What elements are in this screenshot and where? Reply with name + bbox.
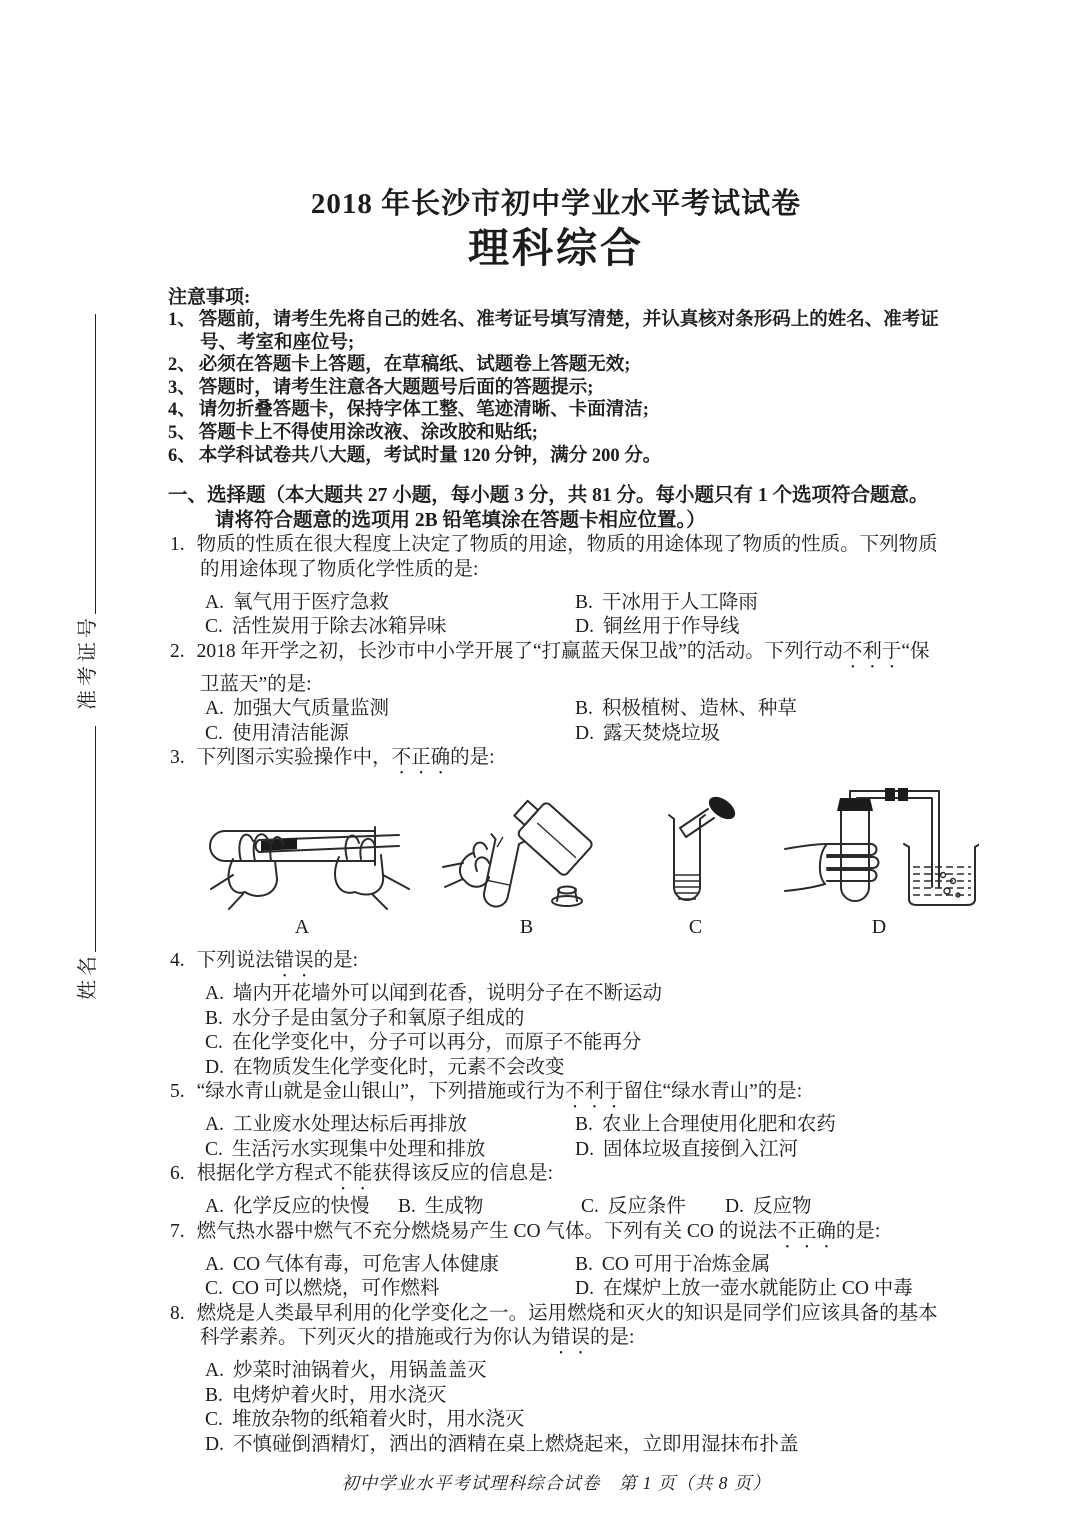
notice-item-text: 请勿折叠答题卡，保持字体工整、笔迹清晰、卡面清洁; (198, 400, 649, 421)
figure-a (187, 795, 417, 939)
question-4-stem (165, 949, 947, 982)
question-5-stem (165, 1080, 947, 1113)
inserting-solid-into-horizontal-test-tube-illustration (187, 795, 417, 913)
page-title: 2018 年长沙市初中学业水平考试试卷 (310, 188, 802, 220)
question-7-stem (165, 1220, 947, 1253)
question-7 (165, 1220, 947, 1302)
option-c: C. 反应条件 (581, 1196, 686, 1218)
option-d: D. 铜丝用于作导线 (575, 616, 740, 638)
option-d: D. 在煤炉上放一壶水就能防止 CO 中毒 (575, 1278, 913, 1300)
notice-item-text: 答题时，请考生注意各大题题号后面的答题提示; (198, 377, 594, 398)
stem-emphasis: 不利于 (842, 640, 902, 662)
figure-c-label: C (688, 916, 703, 939)
option-c: C. 堆放杂物的纸箱着火时，用水浇灭 (205, 1409, 525, 1431)
stem-text: 燃烧是人类最早利用的化学变化之一。运用燃烧和灭火的知识是同学们应该具备的基本科学素养。下列灭火的措施或行为你认为 (196, 1302, 938, 1349)
option-a: A. 炒菜时油锅着火，用锅盖盖灭 (205, 1360, 487, 1382)
option-b: B. 生成物 (398, 1196, 484, 1218)
notice-item-text: 答题卡上不得使用涂改液、涂改胶和贴纸; (198, 422, 538, 443)
notice-item-2 (165, 354, 947, 377)
question-number: 3. (170, 747, 185, 769)
question-1-options (165, 591, 947, 640)
question-6 (165, 1162, 947, 1220)
question-3-figures (165, 787, 947, 939)
stem-emphasis: 不正确 (391, 747, 451, 769)
stem-text: “绿水青山就是金山银山”，下列措施或行为 (196, 1081, 565, 1103)
question-1-stem (165, 533, 947, 591)
notice-item-number: 3、 (168, 377, 196, 398)
option-b: B. 积极植树、造林、种草 (575, 698, 797, 720)
question-8-stem (165, 1302, 947, 1360)
question-8 (165, 1302, 947, 1458)
question-5 (165, 1080, 947, 1162)
name-label: 姓名 (77, 952, 99, 1000)
section-heading-line1: 一、选择题（本大题共 27 小题，每小题 3 分，共 81 分。每小题只有 1 个选项符合题意。 (168, 485, 929, 507)
stem-text: 获得该反应的信息是: (372, 1163, 554, 1185)
stem-text: 物质的性质在很大程度上决定了物质的用途，物质的用途体现了物质的性质。下列物质的用途体现了物质化学性质的是: (196, 534, 938, 580)
figure-d (779, 787, 979, 939)
exam-number-label: 准考证号 (77, 614, 99, 710)
question-1 (165, 533, 947, 640)
name-field (74, 726, 100, 1000)
notice-block (165, 286, 947, 467)
question-7-options (165, 1253, 947, 1302)
option-b: B. 农业上合理使用化肥和农药 (575, 1114, 836, 1136)
option-a: A. 氧气用于医疗急救 (205, 591, 389, 613)
option-b: B. CO 可用于冶炼金属 (575, 1253, 771, 1275)
option-d: D. 在物质发生化学变化时，元素不会改变 (205, 1056, 565, 1078)
option-c: C. 在化学变化中，分子可以再分，而原子不能再分 (205, 1032, 642, 1054)
stem-emphasis: 错误 (551, 1327, 591, 1349)
stem-text: 的是: (450, 747, 495, 769)
notice-item-number: 5、 (168, 422, 196, 443)
stem-text: “保卫蓝天”的是: (200, 640, 930, 695)
option-b: B. 水分子是由氢分子和氧原子组成的 (205, 1007, 525, 1029)
question-number: 1. (170, 534, 185, 556)
question-4-options (165, 982, 947, 1080)
stem-text: 2018 年开学之初，长沙市中小学开展了“打赢蓝天保卫战”的活动。下列行动 (196, 640, 843, 662)
question-number: 2. (170, 640, 185, 662)
question-4 (165, 949, 947, 1080)
figure-d-label: D (871, 916, 887, 939)
airtightness-check-illustration (779, 787, 979, 913)
question-2-options (165, 697, 947, 746)
stem-text: 燃气热水器中燃气不充分燃烧易产生 CO 气体。下列有关 CO 的说法 (196, 1220, 778, 1242)
option-a: A. 加强大气质量监测 (205, 698, 389, 720)
notice-item-6 (165, 445, 947, 468)
notice-item-5 (165, 422, 947, 445)
question-6-stem (165, 1162, 947, 1195)
option-b: B. 电烤炉着火时，用水浇灭 (205, 1384, 447, 1406)
notice-item-number: 1、 (168, 310, 196, 330)
exam-number-field (74, 314, 100, 710)
stem-text: 的是: (590, 1327, 635, 1349)
page-footer: 初中学业水平考试理科综合试卷 第 1 页（共 8 页） (341, 1473, 771, 1494)
figure-b-label: B (519, 916, 534, 939)
option-d: D. 不慎碰倒酒精灯，洒出的酒精在桌上燃烧起来，立即用湿抹布扑盖 (205, 1433, 799, 1455)
main-content (165, 0, 947, 1495)
dropper-into-test-tube-illustration (638, 791, 753, 913)
notice-item-text: 必须在答题卡上答题，在草稿纸、试题卷上答题无效; (198, 355, 631, 376)
stem-emphasis: 不能 (333, 1163, 373, 1185)
question-number: 7. (170, 1220, 185, 1242)
question-3-stem (165, 746, 947, 779)
question-6-options (165, 1195, 947, 1220)
option-d: D. 固体垃圾直接倒入江河 (575, 1138, 798, 1160)
option-d: D. 露天焚烧垃圾 (575, 722, 720, 744)
stem-text: 的是: (313, 950, 359, 972)
option-c: C. 活性炭用于除去冰箱异味 (205, 616, 447, 638)
option-c: C. 使用清洁能源 (205, 722, 349, 744)
notice-item-1 (165, 309, 947, 354)
option-a: A. 墙内开花墙外可以闻到花香，说明分子在不断运动 (205, 983, 662, 1005)
stem-text: 下列图示实验操作中， (196, 747, 392, 769)
name-blank-line (95, 726, 96, 952)
question-8-options (165, 1359, 947, 1457)
page-subtitle: 理科综合 (468, 225, 644, 271)
option-c: C. CO 可以燃烧，可作燃料 (205, 1278, 440, 1300)
figure-c (638, 791, 753, 939)
figure-a-label: A (294, 916, 310, 939)
stem-emphasis: 不利于 (564, 1081, 624, 1103)
stem-text: 下列说法 (196, 950, 275, 972)
notice-item-text: 本学科试卷共八大题，考试时量 120 分钟，满分 200 分。 (198, 445, 662, 466)
question-2 (165, 640, 947, 747)
option-b: B. 干冰用于人工降雨 (575, 591, 758, 613)
option-a: A. 化学反应的快慢 (205, 1196, 370, 1218)
question-5-options (165, 1113, 947, 1162)
stem-text: 根据化学方程式 (196, 1163, 334, 1185)
notice-item-4 (165, 399, 947, 422)
question-number: 4. (170, 950, 185, 972)
notice-heading: 注意事项: (168, 287, 251, 308)
option-a: A. 工业废水处理达标后再排放 (205, 1114, 467, 1136)
notice-item-number: 2、 (168, 355, 196, 376)
pouring-liquid-from-reagent-bottle-illustration (439, 791, 614, 913)
figure-b (439, 791, 614, 939)
stem-emphasis: 不正确 (777, 1220, 836, 1242)
stem-emphasis: 错误 (274, 950, 314, 972)
notice-item-text: 答题前，请考生先将自己的姓名、准考证号填写清楚，并认真核对条形码上的姓名、准考证号、考室和座位号; (198, 310, 939, 353)
notice-item-3 (165, 377, 947, 400)
option-d: D. 反应物 (725, 1196, 812, 1218)
notice-item-number: 6、 (168, 445, 196, 466)
section-heading-line2: 请将符合题意的选项用 2B 铅笔填涂在答题卡相应位置。） (215, 509, 706, 531)
question-2-stem (165, 640, 947, 698)
option-c: C. 生活污水实现集中处理和排放 (205, 1138, 486, 1160)
option-a: A. CO 气体有毒，可危害人体健康 (205, 1253, 499, 1275)
question-number: 5. (170, 1081, 185, 1103)
question-3 (165, 746, 947, 939)
question-number: 6. (170, 1163, 185, 1185)
exam-number-blank-line (95, 314, 96, 614)
question-number: 8. (170, 1302, 185, 1324)
stem-text: 留住“绿水青山”的是: (623, 1081, 803, 1103)
stem-text: 的是: (835, 1220, 881, 1242)
notice-item-number: 4、 (168, 400, 196, 421)
